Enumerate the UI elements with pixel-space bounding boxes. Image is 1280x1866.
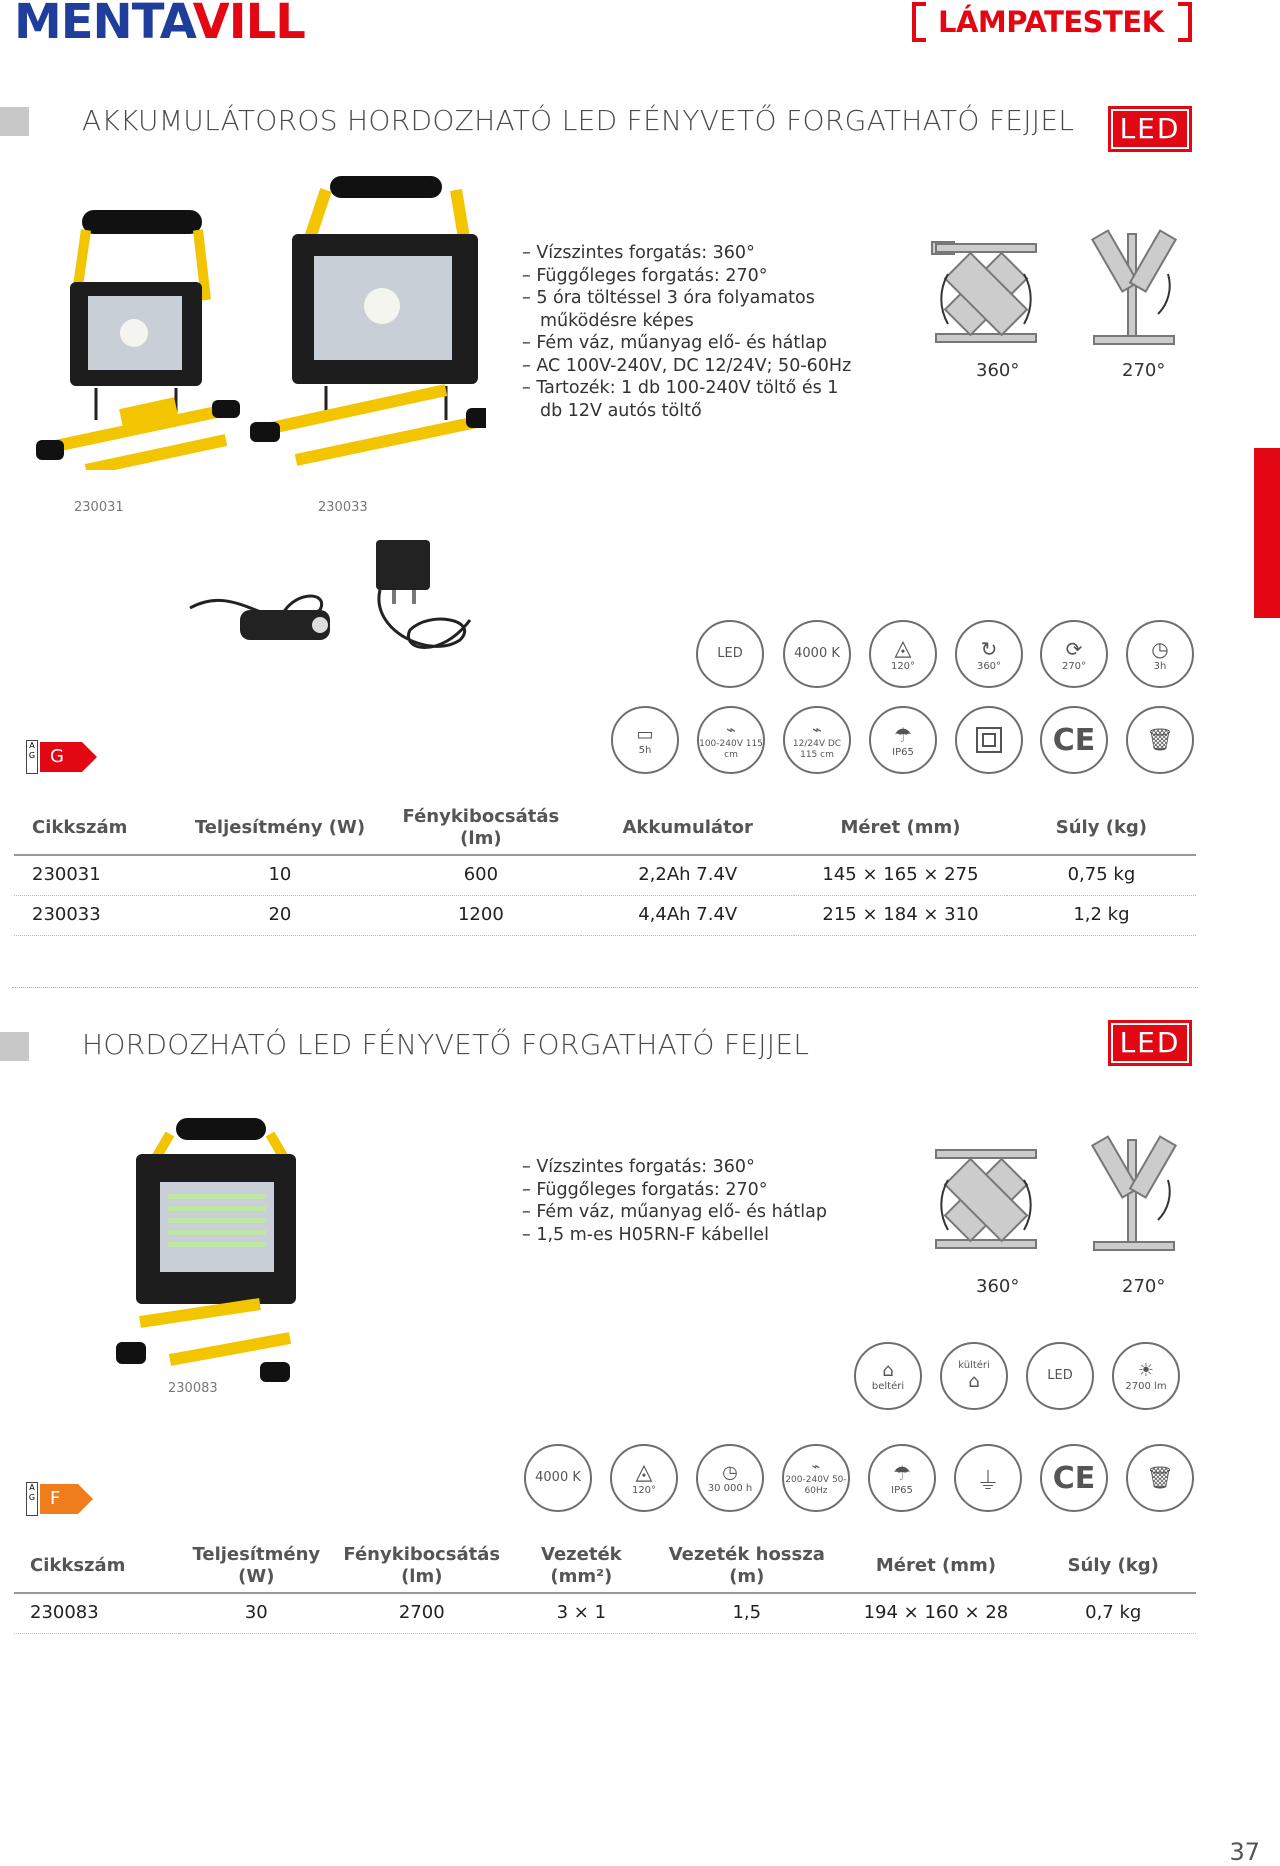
product-code: 230083 bbox=[168, 1381, 218, 1396]
table-cell: 1,2 kg bbox=[1007, 896, 1196, 936]
section1-title: AKKUMULÁTOROS HORDOZHATÓ LED FÉNYVETŐ FORGATHATÓ FEJJEL bbox=[82, 104, 1075, 137]
table-cell: 230083 bbox=[14, 1593, 179, 1634]
charger-accessories-photo bbox=[180, 530, 490, 670]
ce-icon: CE bbox=[1040, 1444, 1108, 1512]
color-temp-icon: 4000 K bbox=[783, 620, 851, 688]
rotation-label: 270° bbox=[1122, 360, 1166, 381]
energy-class-badge: G bbox=[40, 742, 82, 772]
table-header: Fénykibocsátás (lm) bbox=[380, 806, 581, 855]
rotation-label: 360° bbox=[976, 360, 1020, 381]
feature-item: – Vízszintes forgatás: 360° bbox=[522, 1156, 862, 1179]
no-led-replace-icon: LED bbox=[696, 620, 764, 688]
feature-item: – Függőleges forgatás: 270° bbox=[522, 1179, 862, 1202]
table-cell: 4,4Ah 7.4V bbox=[581, 896, 794, 936]
feature-list bbox=[522, 1156, 862, 1246]
weee-icon: 🗑 bbox=[1126, 1444, 1194, 1512]
section-marker bbox=[0, 107, 29, 136]
feature-item: – Függőleges forgatás: 270° bbox=[522, 265, 862, 288]
section-marker bbox=[0, 1032, 29, 1061]
table-cell: 145 × 165 × 275 bbox=[794, 855, 1007, 896]
table-cell: 215 × 184 × 310 bbox=[794, 896, 1007, 936]
vertical-rotation-icon: ⟳ 270° bbox=[1040, 620, 1108, 688]
table-row bbox=[14, 896, 1196, 936]
brand-logo: MENTAVILL bbox=[14, 0, 305, 50]
table-header: Méret (mm) bbox=[841, 1544, 1030, 1593]
table-cell: 194 × 160 × 28 bbox=[841, 1593, 1030, 1634]
table-header: Teljesítmény (W) bbox=[179, 806, 380, 855]
table-header: Méret (mm) bbox=[794, 806, 1007, 855]
ce-icon: CE bbox=[1040, 706, 1108, 774]
table-cell: 2700 bbox=[333, 1593, 510, 1634]
table-cell: 600 bbox=[380, 855, 581, 896]
lifetime-icon: ◷ 30 000 h bbox=[696, 1444, 764, 1512]
section-divider bbox=[12, 987, 1198, 988]
car-charger-icon: ⌁ 12/24V DC 115 cm bbox=[783, 706, 851, 774]
outdoor-icon: kültéri ⌂ bbox=[940, 1342, 1008, 1410]
ip65-icon: ☂ IP65 bbox=[868, 1444, 936, 1512]
rotation-diagram bbox=[928, 224, 1188, 354]
table-cell: 20 bbox=[179, 896, 380, 936]
weee-icon: 🗑 bbox=[1126, 706, 1194, 774]
class-ii-icon bbox=[955, 706, 1023, 774]
table-cell: 230031 bbox=[14, 855, 179, 896]
table-header: Akkumulátor bbox=[581, 806, 794, 855]
table-cell: 3 × 1 bbox=[510, 1593, 652, 1634]
page-number: 37 bbox=[1229, 1838, 1260, 1866]
table-header: Vezeték hossza (m) bbox=[652, 1544, 841, 1593]
product-code: 230031 bbox=[74, 500, 124, 515]
side-tab-marker bbox=[1254, 448, 1280, 618]
feature-list bbox=[522, 242, 862, 422]
indoor-icon: ⌂ beltéri bbox=[854, 1342, 922, 1410]
section2-title: HORDOZHATÓ LED FÉNYVETŐ FORGATHATÓ FEJJEL bbox=[82, 1028, 810, 1061]
table-cell: 230033 bbox=[14, 896, 179, 936]
class-i-icon: ⏚ bbox=[954, 1444, 1022, 1512]
feature-item: – Vízszintes forgatás: 360° bbox=[522, 242, 862, 265]
table-cell: 0,75 kg bbox=[1007, 855, 1196, 896]
led-badge: LED bbox=[1108, 106, 1192, 152]
spec-table bbox=[14, 806, 1196, 936]
ip65-icon: ☂ IP65 bbox=[869, 706, 937, 774]
table-cell: 10 bbox=[179, 855, 380, 896]
table-header: Súly (kg) bbox=[1007, 806, 1196, 855]
feature-item: – Tartozék: 1 db 100-240V töltő és 1 db 12V autós töltő bbox=[522, 377, 862, 422]
energy-scale: A G bbox=[26, 1482, 38, 1516]
table-cell: 2,2Ah 7.4V bbox=[581, 855, 794, 896]
table-cell: 0,7 kg bbox=[1030, 1593, 1196, 1634]
lumen-icon: ☀ 2700 lm bbox=[1112, 1342, 1180, 1410]
table-row bbox=[14, 1593, 1196, 1634]
table-header: Súly (kg) bbox=[1030, 1544, 1196, 1593]
product-photo-230031-230033 bbox=[26, 170, 486, 470]
plug-icon: ⌁ 200-240V 50-60Hz bbox=[782, 1444, 850, 1512]
beam-angle-icon: ◬ 120° bbox=[869, 620, 937, 688]
feature-item: – Fém váz, műanyag elő- és hátlap bbox=[522, 1201, 862, 1224]
table-header: Cikkszám bbox=[14, 1544, 179, 1593]
rotation-diagram bbox=[928, 1130, 1188, 1260]
table-header: Fénykibocsátás (lm) bbox=[333, 1544, 510, 1593]
feature-item: – AC 100V-240V, DC 12/24V; 50-60Hz bbox=[522, 355, 862, 378]
rotation-label: 270° bbox=[1122, 1276, 1166, 1297]
feature-item: – 5 óra töltéssel 3 óra folyamatos működésre képes bbox=[522, 287, 862, 332]
energy-label bbox=[26, 1482, 78, 1516]
energy-class-badge: F bbox=[40, 1484, 78, 1514]
horizontal-rotation-icon: ↻ 360° bbox=[955, 620, 1023, 688]
table-header: Vezeték (mm²) bbox=[510, 1544, 652, 1593]
table-cell: 1200 bbox=[380, 896, 581, 936]
color-temp-icon: 4000 K bbox=[524, 1444, 592, 1512]
spec-table bbox=[14, 1544, 1196, 1634]
feature-item: – Fém váz, műanyag elő- és hátlap bbox=[522, 332, 862, 355]
table-cell: 30 bbox=[179, 1593, 333, 1634]
product-photo-230083 bbox=[110, 1108, 310, 1398]
no-led-replace-icon: LED bbox=[1026, 1342, 1094, 1410]
energy-scale: A G bbox=[26, 740, 38, 774]
energy-label bbox=[26, 740, 82, 774]
table-row bbox=[14, 855, 1196, 896]
product-code: 230033 bbox=[318, 500, 368, 515]
rotation-label: 360° bbox=[976, 1276, 1020, 1297]
table-header: Teljesítmény (W) bbox=[179, 1544, 333, 1593]
battery-icon: ▭ 5h bbox=[611, 706, 679, 774]
table-header: Cikkszám bbox=[14, 806, 179, 855]
beam-angle-icon: ◬ 120° bbox=[610, 1444, 678, 1512]
timer-icon: ◷ 3h bbox=[1126, 620, 1194, 688]
table-cell: 1,5 bbox=[652, 1593, 841, 1634]
feature-item: – 1,5 m-es H05RN-F kábellel bbox=[522, 1224, 862, 1247]
ac-charger-icon: ⌁ 100-240V 115 cm bbox=[697, 706, 765, 774]
category-label: LÁMPATESTEK bbox=[912, 4, 1192, 40]
led-badge: LED bbox=[1108, 1020, 1192, 1066]
